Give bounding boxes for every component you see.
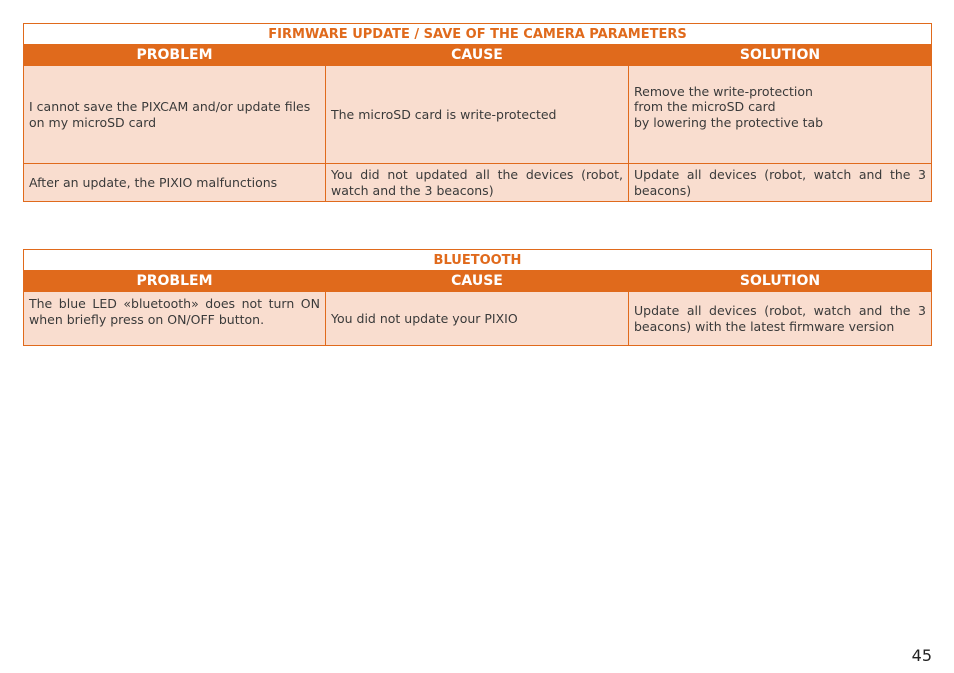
column-header-problem: PROBLEM <box>24 271 326 292</box>
table-row <box>24 66 932 164</box>
problem-cell: After an update, the PIXIO malfunctions <box>24 164 326 202</box>
solution-cell: Update all devices (robot, watch and the 3 beacons) with the latest firmware version <box>629 292 932 346</box>
solution-line: from the microSD card <box>634 99 776 115</box>
column-header-cause: CAUSE <box>326 271 629 292</box>
table-title: BLUETOOTH <box>24 250 932 271</box>
column-header-problem: PROBLEM <box>24 45 326 66</box>
table-row <box>24 292 932 346</box>
bluetooth-table <box>23 249 932 346</box>
problem-cell: I cannot save the PIXCAM and/or update files on my microSD card <box>24 66 326 164</box>
cause-cell: You did not updated all the devices (robot, watch and the 3 beacons) <box>326 164 629 202</box>
column-header-solution: SOLUTION <box>629 45 932 66</box>
table-row <box>24 164 932 202</box>
table-title: FIRMWARE UPDATE / SAVE OF THE CAMERA PARAMETERS <box>24 24 932 45</box>
page-number: 45 <box>911 646 932 665</box>
cause-cell: The microSD card is write-protected <box>326 66 629 164</box>
cause-cell: You did not update your PIXIO <box>326 292 629 346</box>
problem-cell: The blue LED «bluetooth» does not turn ON when briefly press on ON/OFF button. <box>24 292 326 346</box>
column-header-cause: CAUSE <box>326 45 629 66</box>
solution-line: Remove the write-protection <box>634 83 813 99</box>
solution-cell <box>629 66 932 164</box>
firmware-update-table <box>23 23 932 202</box>
column-header-solution: SOLUTION <box>629 271 932 292</box>
solution-cell: Update all devices (robot, watch and the 3 beacons) <box>629 164 932 202</box>
solution-line: by lowering the protective tab <box>634 114 824 130</box>
